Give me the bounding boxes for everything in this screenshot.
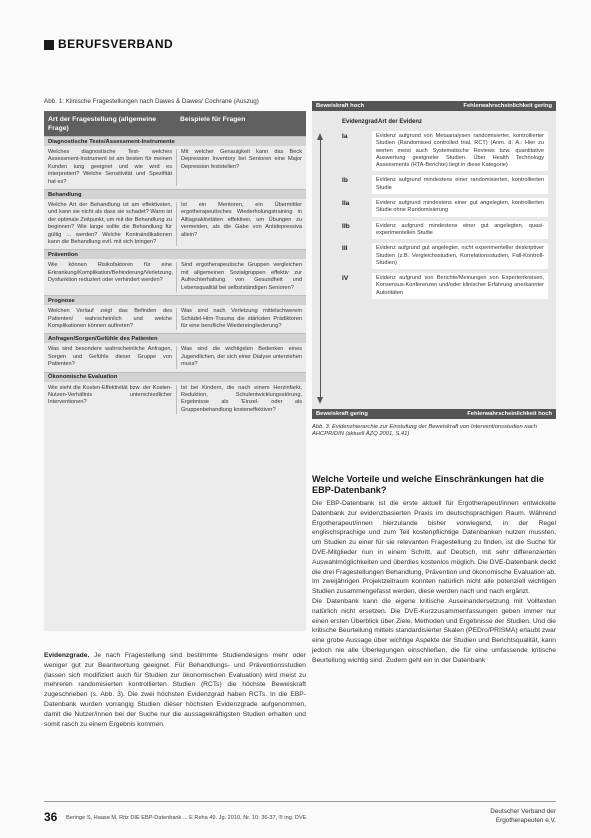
page-number: 36 <box>44 810 58 824</box>
evidence-header-grade: Evidenzgrad <box>342 119 378 125</box>
arrow-shaft <box>320 139 321 397</box>
paragraph: Die EBP-Datenbank ist die erste aktuell für Ergotherapeut/innen entwickelte Datenbank zur evidenzbasierten Praxis im deutschsprachigen Raum. Während Ergotherapeut/innen hierzulande bisher vorwiegend, in der Regel englischsprachige und zum Teil kostenpflichtige Datenbanken nutzen mussten, um Studien zu einer für sie relevanten Fragestellung zu finden, ist die Suche für DVE-Mitglieder nun in einem Schritt, auf Deutsch, mit sehr differenzierten Auswahlmöglichkeiten und überdies kostenlos möglich. Die DVE-Datenbank deckt die drei Fragestellungen Behandlung, Prävention und ökonomische Evaluation ab. Im zweijährigen Projektzeitraum konnten natürlich nicht alle potenziell wichtigen Studien zusammengefasst werden, diese werden nach und nach ergänzt. <box>312 500 556 596</box>
table-cell-example: Ist bei Kindern, die nach einem Herzinfarkt, Reduktion, Schulentwicklungsstörung, Ergebnisse als 'Einzel- oder als Gruppenbehandlung kosteneffektiver? <box>176 385 302 415</box>
evidence-hierarchy-figure <box>312 101 556 419</box>
table-section-title: Prävention <box>44 249 306 259</box>
footer-divider <box>44 801 556 802</box>
evidence-row <box>340 243 548 269</box>
evidence-grade-list <box>340 117 548 299</box>
table-section-title: Prognose <box>44 295 306 305</box>
evidence-bottom-bar <box>312 409 556 419</box>
table-cell-example: Sind ergotherapeutische Gruppen vergleichen mit allgemeinen Sozialgruppen effektiv zur Aufrechterhaltung von Gesundheit und Lebensqualität bei selbstständigen Senioren? <box>176 262 302 292</box>
evidence-grade: IIb <box>342 222 350 230</box>
table-row <box>44 199 306 249</box>
table-header-question-type: Art der Fragestellung (allgemeine Frage) <box>48 116 157 132</box>
table-section-title: Diagnostische Tests/Assessment-Instrumente <box>44 136 306 146</box>
footer-org-line: Ergotherapeuten e.V. <box>495 816 556 824</box>
evidence-label-strength-low: Beweiskraft gering <box>316 411 368 417</box>
table-header <box>44 112 306 136</box>
evidence-caption: Abb. 3: Evidenzhierarchie zur Einstufung der Beweiskraft von Interventionsstudien nach AHCPR/DIN (aktuell ÄZQ 2001, S.41) <box>312 424 537 438</box>
evidence-top-bar <box>312 101 556 111</box>
footer-organization <box>490 808 556 825</box>
evidence-description: Evidenz aufgrund mindestens einer gut angelegten, kontrollierten Studie ohne Randomisierung <box>372 198 548 217</box>
evidence-description: Evidenz aufgrund mindestens einer randomisierten, kontrollierten Studie <box>372 175 548 194</box>
evidence-label-strength-high: Beweiskraft hoch <box>316 103 364 109</box>
evidence-label-error-high: Fehlerwahrscheinlichkeit hoch <box>467 411 552 417</box>
evidence-description: Evidenz aufgrund von Berichte/Meinungen von Expertenkreisen, Konsensus-Konferenzen und/oder klinischer Erfahrung anerkannter Autoritäten <box>372 273 548 299</box>
table-header-examples: Beispiele für Fragen <box>180 116 246 123</box>
evidence-grade: Ib <box>342 177 348 185</box>
table-row <box>44 259 306 295</box>
paragraph: Je nach Fragestellung sind bestimmte Studiendesigns mehr oder weniger gut zur Beantwortung geeignet. Für Behandlungs- und Präventionsstudien (lassen sich modifiziert auch für Studien zur ökonomischen Evaluation) wird meist zu mehreren randomisierten kontrollierten Studien (RCTs) die höchste Beweiskraft zugeschrieben (s. Abb. 3). Die zwei höchsten Evidenzgrad haben RCTs. In die EBP-Datenbank wurden vorrangig Studien dieser höchsten Evidenzgrade aufgenommen, damit die Nutzer/innen bei der Suche nur die aussagekräftigsten Studien erhalten und somit rasch zu einem Ergebnis kommen. <box>44 652 306 728</box>
section-title: BERUFSVERBAND <box>58 37 174 51</box>
table-cell-question: Wie können Risikofaktoren für eine Erkrankung/Komplikation/Behinderung/Verletzung, Dysfunktion reduziert oder verhindert werden? <box>48 262 174 284</box>
evidence-row <box>340 198 548 217</box>
evidence-header-kind: Art der Evidenz <box>378 119 423 125</box>
evidence-row <box>340 221 548 240</box>
table-section-title: Behandlung <box>44 189 306 199</box>
article-subheading: Welche Vorteile und welche Einschränkungen hat die EBP-Datenbank? <box>312 474 544 495</box>
evidence-description: Evidenz aufgrund von Metaanalysen randomisierter, kontrollierter Studien (Randomised controlled trial, RCT) (Anm. d. A.: Hier zu werten meist auch Systematische Reviews bzw. quantitative Auswertung geeigneter Studien. Über Health Technology Assessments (HTA-Berichte) liegt in diese Kategorie) <box>372 131 548 171</box>
table-cell-question: Welchen Verlauf zeigt das Befinden des Patienten/ wahrscheinlich und welche Komplikationen können auftreten? <box>48 308 172 329</box>
footer-org-line: Deutscher Verband der <box>490 808 556 815</box>
question-table <box>44 111 306 631</box>
evidence-label-error-low: Fehlerwahrscheinlichkeit gering <box>463 103 552 109</box>
table-caption: Abb. 1: Klinische Fragestellungen nach Dawes & Dawes/ Cochrane (Auszug) <box>44 98 259 105</box>
table-row <box>44 146 306 189</box>
evidence-row <box>340 273 548 299</box>
evidence-grade: IIa <box>342 200 350 208</box>
evidence-grade: III <box>342 245 348 253</box>
evidence-description: Evidenz aufgrund gut angelegter, nicht experimenteller deskriptiver Studien (z.B. Vergleichsstudien, Korrelationsstudien, Fall-Kontroll-Studien) <box>372 243 548 269</box>
table-cell-example: Mit welcher Genauigkeit kann das Beck Depression Inventory bei Senioren eine Major Depression feststellen? <box>176 149 302 186</box>
section-marker <box>44 40 54 50</box>
evidence-header-row <box>340 117 548 127</box>
paragraph-lead: Evidenzgrade. <box>44 652 90 659</box>
table-cell-question: Wie sieht die Kosten-Effektivität bzw. der Kosten-Nutzen-Verhältnis unterschiedlicher Interventionen? <box>48 384 172 406</box>
evidence-row <box>340 131 548 171</box>
table-cell-question: Welche Art der Behandlung ist am effektivsten, und kann sie nicht als dass sie schadet? Wann ist der optimale Zeitpunkt, um mit der Behandlung zu beginnen? Wie lange sollte die Behandlung für gültig ... werden? Welche Kontraindikationen kann die Behandlung evtl. mit sich bringen? <box>48 202 172 246</box>
table-cell-example: Ist ein Mentoren, ein Übermittler ergotherapeutisches Wiederholungstraining in Alltagsaktivitäten effektiver, um Übungen zu vermeiden, als die Gabe von Antidepressiva allein? <box>176 202 302 246</box>
table-cell-example: Was sind die wichtigsten Bedenken eines Jugendlichen, der sich einer Dialyse unterziehen muss? <box>176 346 302 368</box>
table-section-title: Ökonomische Evaluation <box>44 372 306 382</box>
paragraph: Die Datenbank kann die eigene kritische Auseinandersetzung mit Volltexten natürlich nicht ersetzen. Die DVE-Kurzzusammenfassungen geben immer nur einen ersten Überblick über Ziele, Methoden und Ergebnisse der Studien. Und die kritische Beurteilung mittels standardisierter Skalen (PEDro/PRISMA) erlaubt zwar eine grobe Aussage über wichtige Aspekte der Studien und Berichtsqualität, kann jedoch nie alle Überlegungen einschließen, die für eine umfassende kritische Beurteilung wichtig sind. Zudem geht ein in der Datenbank <box>312 597 556 664</box>
table-row <box>44 305 306 333</box>
table-cell-example: Was sind nach Verletzung mittelschwerem Schädel-Hirn-Trauma die stärksten Prädiktoren für eine berufliche Wiedereingliederung? <box>176 308 302 330</box>
evidence-grade: Ia <box>342 133 348 140</box>
evidence-description: Evidenz aufgrund mindestens einer gut angelegten, quasi-experimentellen Studie <box>372 221 548 240</box>
arrow-down-icon <box>317 397 323 404</box>
table-cell-question: Was sind besondere wahrscheinliche Anfragen, Sorgen und Gefühle dieser Gruppe von Patienten? <box>48 346 172 368</box>
table-cell-question: Welches diagnostische Test- welches Assessment-Instrument ist am besten für meinen Kunden lung geeignet und wie wird es interpretiert? Welche Sensitivität und Spezifität hat es? <box>48 149 172 185</box>
table-row <box>44 382 306 418</box>
table-row <box>44 343 306 371</box>
article-right-column <box>312 499 556 666</box>
footer-citation: Beringe S, Haase M, Ritz DIE EBP-Datenbank ... E Reha 49. Jg. 2010, Nr. 10: 36-37, ® ing. DVE <box>66 815 307 821</box>
evidence-grade: IV <box>342 275 349 283</box>
evidence-row <box>340 175 548 194</box>
table-section-title: Anfragen/Sorgen/Gefühle des Patienten <box>44 333 306 343</box>
article-left-column <box>44 651 306 729</box>
